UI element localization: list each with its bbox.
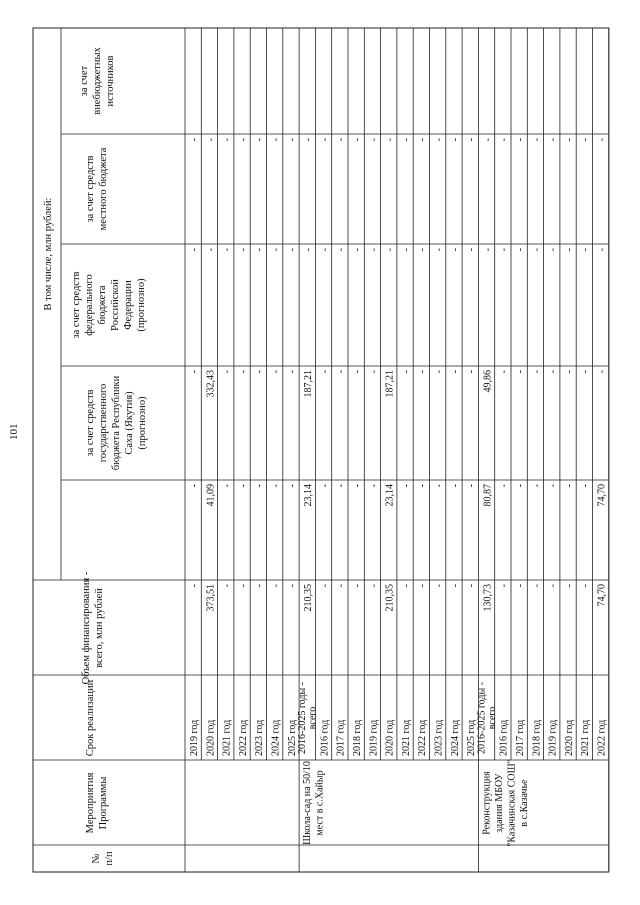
header-state-budget: (прогнозно) bbox=[137, 396, 148, 450]
value-federal: - bbox=[466, 370, 478, 374]
value-state: - bbox=[400, 484, 412, 488]
value-federal: - bbox=[596, 370, 608, 374]
value-federal: - bbox=[270, 370, 282, 374]
period-cell: 2018 год bbox=[531, 719, 543, 756]
period-cell: 2020 год bbox=[205, 719, 217, 756]
measure-name: Реконструкция bbox=[481, 771, 493, 835]
value-local: - bbox=[286, 248, 298, 252]
value-federal: 49,86 bbox=[482, 370, 494, 393]
value-extra: - bbox=[221, 138, 233, 142]
value-extra: - bbox=[498, 138, 510, 142]
value-local: - bbox=[417, 248, 429, 252]
value-extra: - bbox=[563, 138, 575, 142]
value-federal: - bbox=[515, 370, 526, 374]
page-number: 101 bbox=[8, 423, 20, 440]
header-period: Срок реализации bbox=[85, 679, 96, 757]
value-extra: - bbox=[352, 138, 363, 142]
value-local: - bbox=[335, 248, 347, 252]
value-federal: - bbox=[580, 370, 592, 374]
table-body bbox=[33, 28, 609, 872]
header-local-budget: местного бюджета bbox=[98, 147, 109, 231]
header-measures: Мероприятия bbox=[85, 772, 96, 834]
period-cell: 2020 год bbox=[384, 719, 396, 756]
value-extra: - bbox=[580, 138, 592, 142]
period-cell: 2025 год bbox=[466, 719, 478, 756]
value-state: - bbox=[580, 484, 592, 488]
header-state-budget: за счет средств bbox=[85, 389, 96, 457]
value-extra: - bbox=[237, 138, 249, 142]
value-total: - bbox=[531, 584, 543, 588]
value-extra: - bbox=[368, 138, 380, 142]
value-total: - bbox=[449, 584, 461, 588]
value-total: - bbox=[563, 584, 575, 588]
period-cell: 2021 год bbox=[580, 719, 592, 756]
value-total: 373,51 bbox=[205, 584, 217, 612]
value-state: - bbox=[270, 484, 282, 488]
value-federal: - bbox=[352, 370, 363, 374]
value-federal: - bbox=[189, 370, 200, 374]
period-cell: 2023 год bbox=[433, 719, 445, 756]
value-extra: - bbox=[466, 138, 478, 142]
value-state: - bbox=[254, 484, 266, 488]
value-state: - bbox=[433, 484, 445, 488]
header-measures: Программы bbox=[98, 776, 109, 830]
value-total: - bbox=[580, 584, 592, 588]
value-total: - bbox=[547, 584, 559, 588]
rotated-finance-table bbox=[33, 28, 606, 872]
value-local: - bbox=[400, 248, 412, 252]
value-extra: - bbox=[270, 138, 282, 142]
period-cell: всего bbox=[486, 706, 498, 730]
value-local: - bbox=[205, 248, 217, 252]
value-total: - bbox=[515, 584, 526, 588]
header-state-budget: государственного bbox=[98, 383, 109, 463]
value-state: 23,14 bbox=[384, 484, 396, 507]
value-extra: - bbox=[400, 138, 412, 142]
period-cell: 2017 год bbox=[515, 719, 526, 756]
value-total: - bbox=[254, 584, 266, 588]
period-cell: 2023 год bbox=[254, 719, 266, 756]
value-total: - bbox=[400, 584, 412, 588]
period-cell: 2022 год bbox=[237, 719, 249, 756]
header-volume: всего, млн рублей bbox=[94, 588, 105, 668]
value-local: - bbox=[221, 248, 233, 252]
value-total: - bbox=[368, 584, 380, 588]
value-local: - bbox=[515, 248, 526, 252]
header-federal-budget: за счет средств bbox=[71, 271, 82, 339]
period-cell: 2018 год bbox=[352, 719, 363, 756]
value-extra: - bbox=[335, 138, 347, 142]
value-federal: - bbox=[498, 370, 510, 374]
value-local: - bbox=[319, 248, 331, 252]
value-local: - bbox=[303, 248, 315, 252]
value-local: - bbox=[498, 248, 510, 252]
value-extra: - bbox=[515, 138, 526, 142]
value-state: - bbox=[531, 484, 543, 488]
period-cell: 2019 год bbox=[368, 719, 380, 756]
period-cell: 2020 год bbox=[563, 719, 575, 756]
value-state: - bbox=[498, 484, 510, 488]
period-cell: 2016-2025 годы - bbox=[297, 681, 309, 755]
value-state: - bbox=[319, 484, 331, 488]
period-cell: 2017 год bbox=[335, 719, 347, 756]
value-state: - bbox=[286, 484, 298, 488]
value-state: - bbox=[368, 484, 380, 488]
value-local: - bbox=[352, 248, 363, 252]
value-extra: - bbox=[596, 138, 608, 142]
value-local: - bbox=[384, 248, 396, 252]
value-extra: - bbox=[189, 138, 200, 142]
value-local: - bbox=[270, 248, 282, 252]
value-total: 130,73 bbox=[482, 584, 494, 612]
value-state: - bbox=[417, 484, 429, 488]
period-cell: всего bbox=[307, 706, 319, 730]
period-cell: 2022 год bbox=[417, 719, 429, 756]
value-total: - bbox=[286, 584, 298, 588]
value-local: - bbox=[482, 248, 494, 252]
measure-name: Школа-сад на 50/10 bbox=[302, 761, 314, 845]
header-volume: Объем финансирования - bbox=[81, 571, 92, 685]
period-cell: 2021 год bbox=[221, 719, 233, 756]
header-extra-budget: источников bbox=[105, 55, 116, 107]
value-total: - bbox=[270, 584, 282, 588]
header-incl-group: В том числе, млн рублей: bbox=[43, 197, 54, 311]
value-federal: 187,21 bbox=[384, 370, 396, 398]
value-federal: - bbox=[286, 370, 298, 374]
period-cell: 2016 год bbox=[319, 719, 331, 756]
value-state: - bbox=[449, 484, 461, 488]
period-cell: 2019 год bbox=[547, 719, 559, 756]
value-total: - bbox=[417, 584, 429, 588]
value-federal: - bbox=[319, 370, 331, 374]
value-federal: - bbox=[254, 370, 266, 374]
value-state: - bbox=[335, 484, 347, 488]
value-extra: - bbox=[547, 138, 559, 142]
value-state: - bbox=[352, 484, 363, 488]
value-state: - bbox=[189, 484, 200, 488]
value-total: - bbox=[189, 584, 200, 588]
value-total: 210,35 bbox=[384, 584, 396, 612]
period-cell: 2016-2025 годы - bbox=[476, 681, 488, 755]
value-local: - bbox=[547, 248, 559, 252]
period-cell: 2016 год bbox=[498, 719, 510, 756]
value-federal: - bbox=[237, 370, 249, 374]
value-extra: - bbox=[286, 138, 298, 142]
value-local: - bbox=[189, 248, 200, 252]
value-extra: - bbox=[384, 138, 396, 142]
value-total: - bbox=[498, 584, 510, 588]
header-federal-budget: (прогнозно) bbox=[136, 278, 147, 332]
value-extra: - bbox=[417, 138, 429, 142]
value-total: - bbox=[352, 584, 363, 588]
value-state: - bbox=[466, 484, 478, 488]
period-cell: 2022 год bbox=[596, 719, 608, 756]
measure-name: в с.Казачье bbox=[518, 779, 530, 827]
value-local: - bbox=[531, 248, 543, 252]
value-extra: - bbox=[319, 138, 331, 142]
header-state-budget: бюджета Республики bbox=[111, 375, 122, 471]
value-total: - bbox=[335, 584, 347, 588]
header-num: п/п bbox=[104, 851, 115, 866]
measure-name: мест в с.Хайыр bbox=[314, 770, 326, 836]
header-num: № bbox=[91, 853, 102, 864]
value-local: - bbox=[433, 248, 445, 252]
value-local: - bbox=[563, 248, 575, 252]
value-extra: - bbox=[531, 138, 543, 142]
value-state: - bbox=[563, 484, 575, 488]
value-state: - bbox=[547, 484, 559, 488]
value-federal: - bbox=[368, 370, 380, 374]
period-cell: 2024 год bbox=[449, 719, 461, 756]
value-extra: - bbox=[303, 138, 315, 142]
value-federal: - bbox=[563, 370, 575, 374]
value-local: - bbox=[254, 248, 266, 252]
value-federal: 187,21 bbox=[303, 370, 315, 398]
header-federal-budget: Федерации bbox=[123, 280, 134, 330]
value-state: - bbox=[221, 484, 233, 488]
value-local: - bbox=[580, 248, 592, 252]
value-state: - bbox=[515, 484, 526, 488]
value-federal: - bbox=[417, 370, 429, 374]
value-federal: - bbox=[449, 370, 461, 374]
value-extra: - bbox=[482, 138, 494, 142]
period-cell: 2021 год bbox=[400, 719, 412, 756]
value-total: - bbox=[237, 584, 249, 588]
value-federal: 332,43 bbox=[205, 370, 217, 398]
value-state: 41,09 bbox=[205, 484, 217, 507]
value-extra: - bbox=[205, 138, 217, 142]
value-state: 23,14 bbox=[303, 484, 315, 507]
value-state: - bbox=[237, 484, 249, 488]
value-local: - bbox=[596, 248, 608, 252]
value-extra: - bbox=[433, 138, 445, 142]
value-federal: - bbox=[400, 370, 412, 374]
value-federal: - bbox=[335, 370, 347, 374]
value-state: 74,70 bbox=[596, 484, 608, 507]
header-federal-budget: федерального bbox=[84, 274, 95, 336]
value-local: - bbox=[466, 248, 478, 252]
value-extra: - bbox=[449, 138, 461, 142]
value-local: - bbox=[449, 248, 461, 252]
value-total: - bbox=[466, 584, 478, 588]
value-federal: - bbox=[547, 370, 559, 374]
value-state: 80,87 bbox=[482, 484, 494, 507]
measure-name: здания МБОУ bbox=[493, 773, 505, 833]
value-total: - bbox=[221, 584, 233, 588]
header-federal-budget: бюджета bbox=[97, 285, 108, 325]
header-state-budget: Саха (Якутия) bbox=[124, 391, 135, 455]
value-local: - bbox=[368, 248, 380, 252]
value-total: - bbox=[319, 584, 331, 588]
header-local-budget: за счет средств bbox=[85, 155, 96, 223]
value-total: 210,35 bbox=[303, 584, 315, 612]
value-extra: - bbox=[254, 138, 266, 142]
value-federal: - bbox=[221, 370, 233, 374]
value-federal: - bbox=[531, 370, 543, 374]
measure-name: "Казачинская СОШ" bbox=[506, 759, 518, 847]
period-cell: 2025 год bbox=[286, 719, 298, 756]
header-federal-budget: Российской bbox=[110, 279, 121, 331]
value-local: - bbox=[237, 248, 249, 252]
value-total: - bbox=[433, 584, 445, 588]
value-federal: - bbox=[433, 370, 445, 374]
period-cell: 2019 год bbox=[189, 719, 200, 756]
value-total: 74,70 bbox=[596, 584, 608, 607]
period-cell: 2024 год bbox=[270, 719, 282, 756]
header-extra-budget: за счет bbox=[79, 65, 90, 97]
header-extra-budget: внебюджетных bbox=[92, 47, 103, 115]
